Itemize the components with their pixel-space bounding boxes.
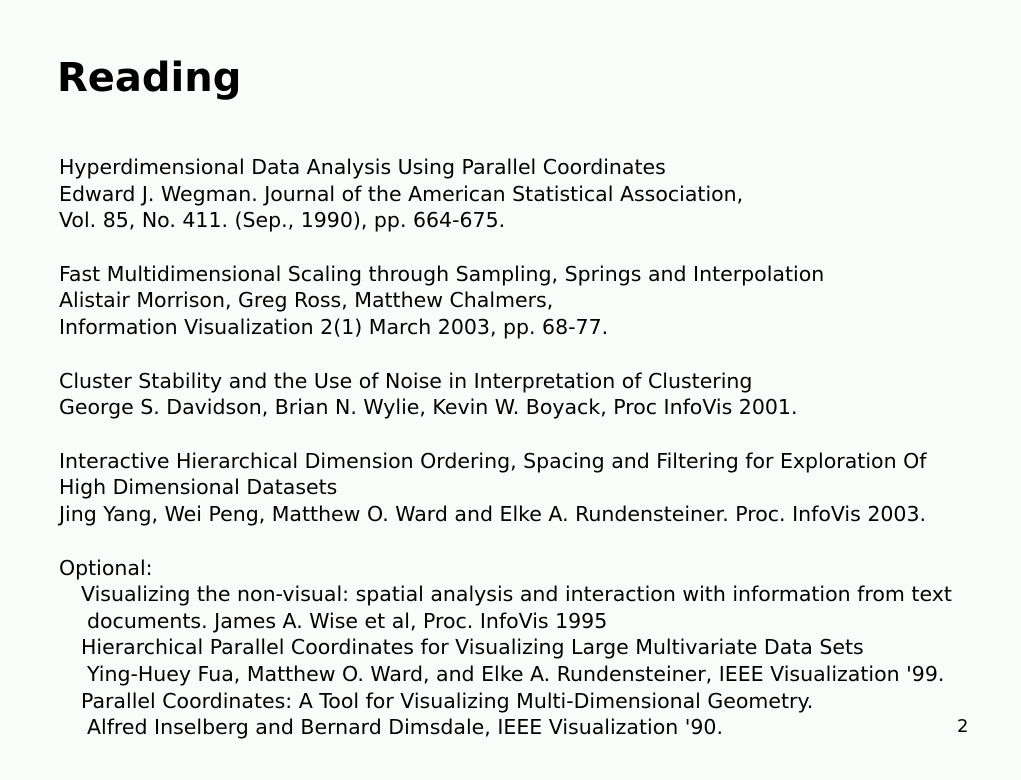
optional-item bbox=[59, 688, 1009, 741]
reference-authors: Jing Yang, Wei Peng, Matthew O. Ward and Elke A. Rundensteiner. Proc. InfoVis 2003. bbox=[59, 501, 927, 526]
optional-item-title: Visualizing the non-visual: spatial analysis and interaction with information from text bbox=[81, 582, 952, 607]
reading-list bbox=[59, 154, 1009, 741]
reference-title: Fast Multidimensional Scaling through Sampling, Springs and Interpolation bbox=[59, 261, 825, 286]
optional-item-detail: documents. James A. Wise et al, Proc. InfoVis 1995 bbox=[87, 608, 608, 633]
reference-item bbox=[59, 368, 1009, 421]
optional-item-title: Parallel Coordinates: A Tool for Visualizing Multi-Dimensional Geometry. bbox=[81, 688, 814, 713]
reference-item bbox=[59, 154, 1009, 234]
reference-source: Vol. 85, No. 411. (Sep., 1990), pp. 664-675. bbox=[59, 208, 506, 233]
page-number: 2 bbox=[957, 716, 969, 737]
reference-title: Interactive Hierarchical Dimension Ordering, Spacing and Filtering for Exploration Of bbox=[59, 448, 927, 473]
optional-item-title: Hierarchical Parallel Coordinates for Visualizing Large Multivariate Data Sets bbox=[81, 635, 864, 660]
optional-item-detail: Alfred Inselberg and Bernard Dimsdale, IEEE Visualization '90. bbox=[87, 715, 723, 740]
optional-heading: Optional: bbox=[59, 555, 153, 580]
reference-item bbox=[59, 448, 1009, 528]
reference-title: Hyperdimensional Data Analysis Using Parallel Coordinates bbox=[59, 155, 666, 179]
optional-item-detail: Ying-Huey Fua, Matthew O. Ward, and Elke A. Rundensteiner, IEEE Visualization '99. bbox=[87, 661, 945, 686]
reference-authors: Edward J. Wegman. Journal of the American Statistical Association, bbox=[59, 181, 744, 206]
slide-title: Reading bbox=[57, 55, 242, 101]
reference-title: Cluster Stability and the Use of Noise in Interpretation of Clustering bbox=[59, 368, 753, 393]
optional-section bbox=[59, 555, 1009, 741]
reference-item bbox=[59, 261, 1009, 341]
optional-item bbox=[59, 634, 1009, 687]
reference-authors: Alistair Morrison, Greg Ross, Matthew Chalmers, bbox=[59, 288, 554, 313]
reference-source: Information Visualization 2(1) March 2003, pp. 68-77. bbox=[59, 314, 609, 339]
reference-title-continued: High Dimensional Datasets bbox=[59, 475, 338, 500]
optional-item bbox=[59, 581, 1009, 634]
reference-authors: George S. Davidson, Brian N. Wylie, Kevin W. Boyack, Proc InfoVis 2001. bbox=[59, 395, 798, 420]
